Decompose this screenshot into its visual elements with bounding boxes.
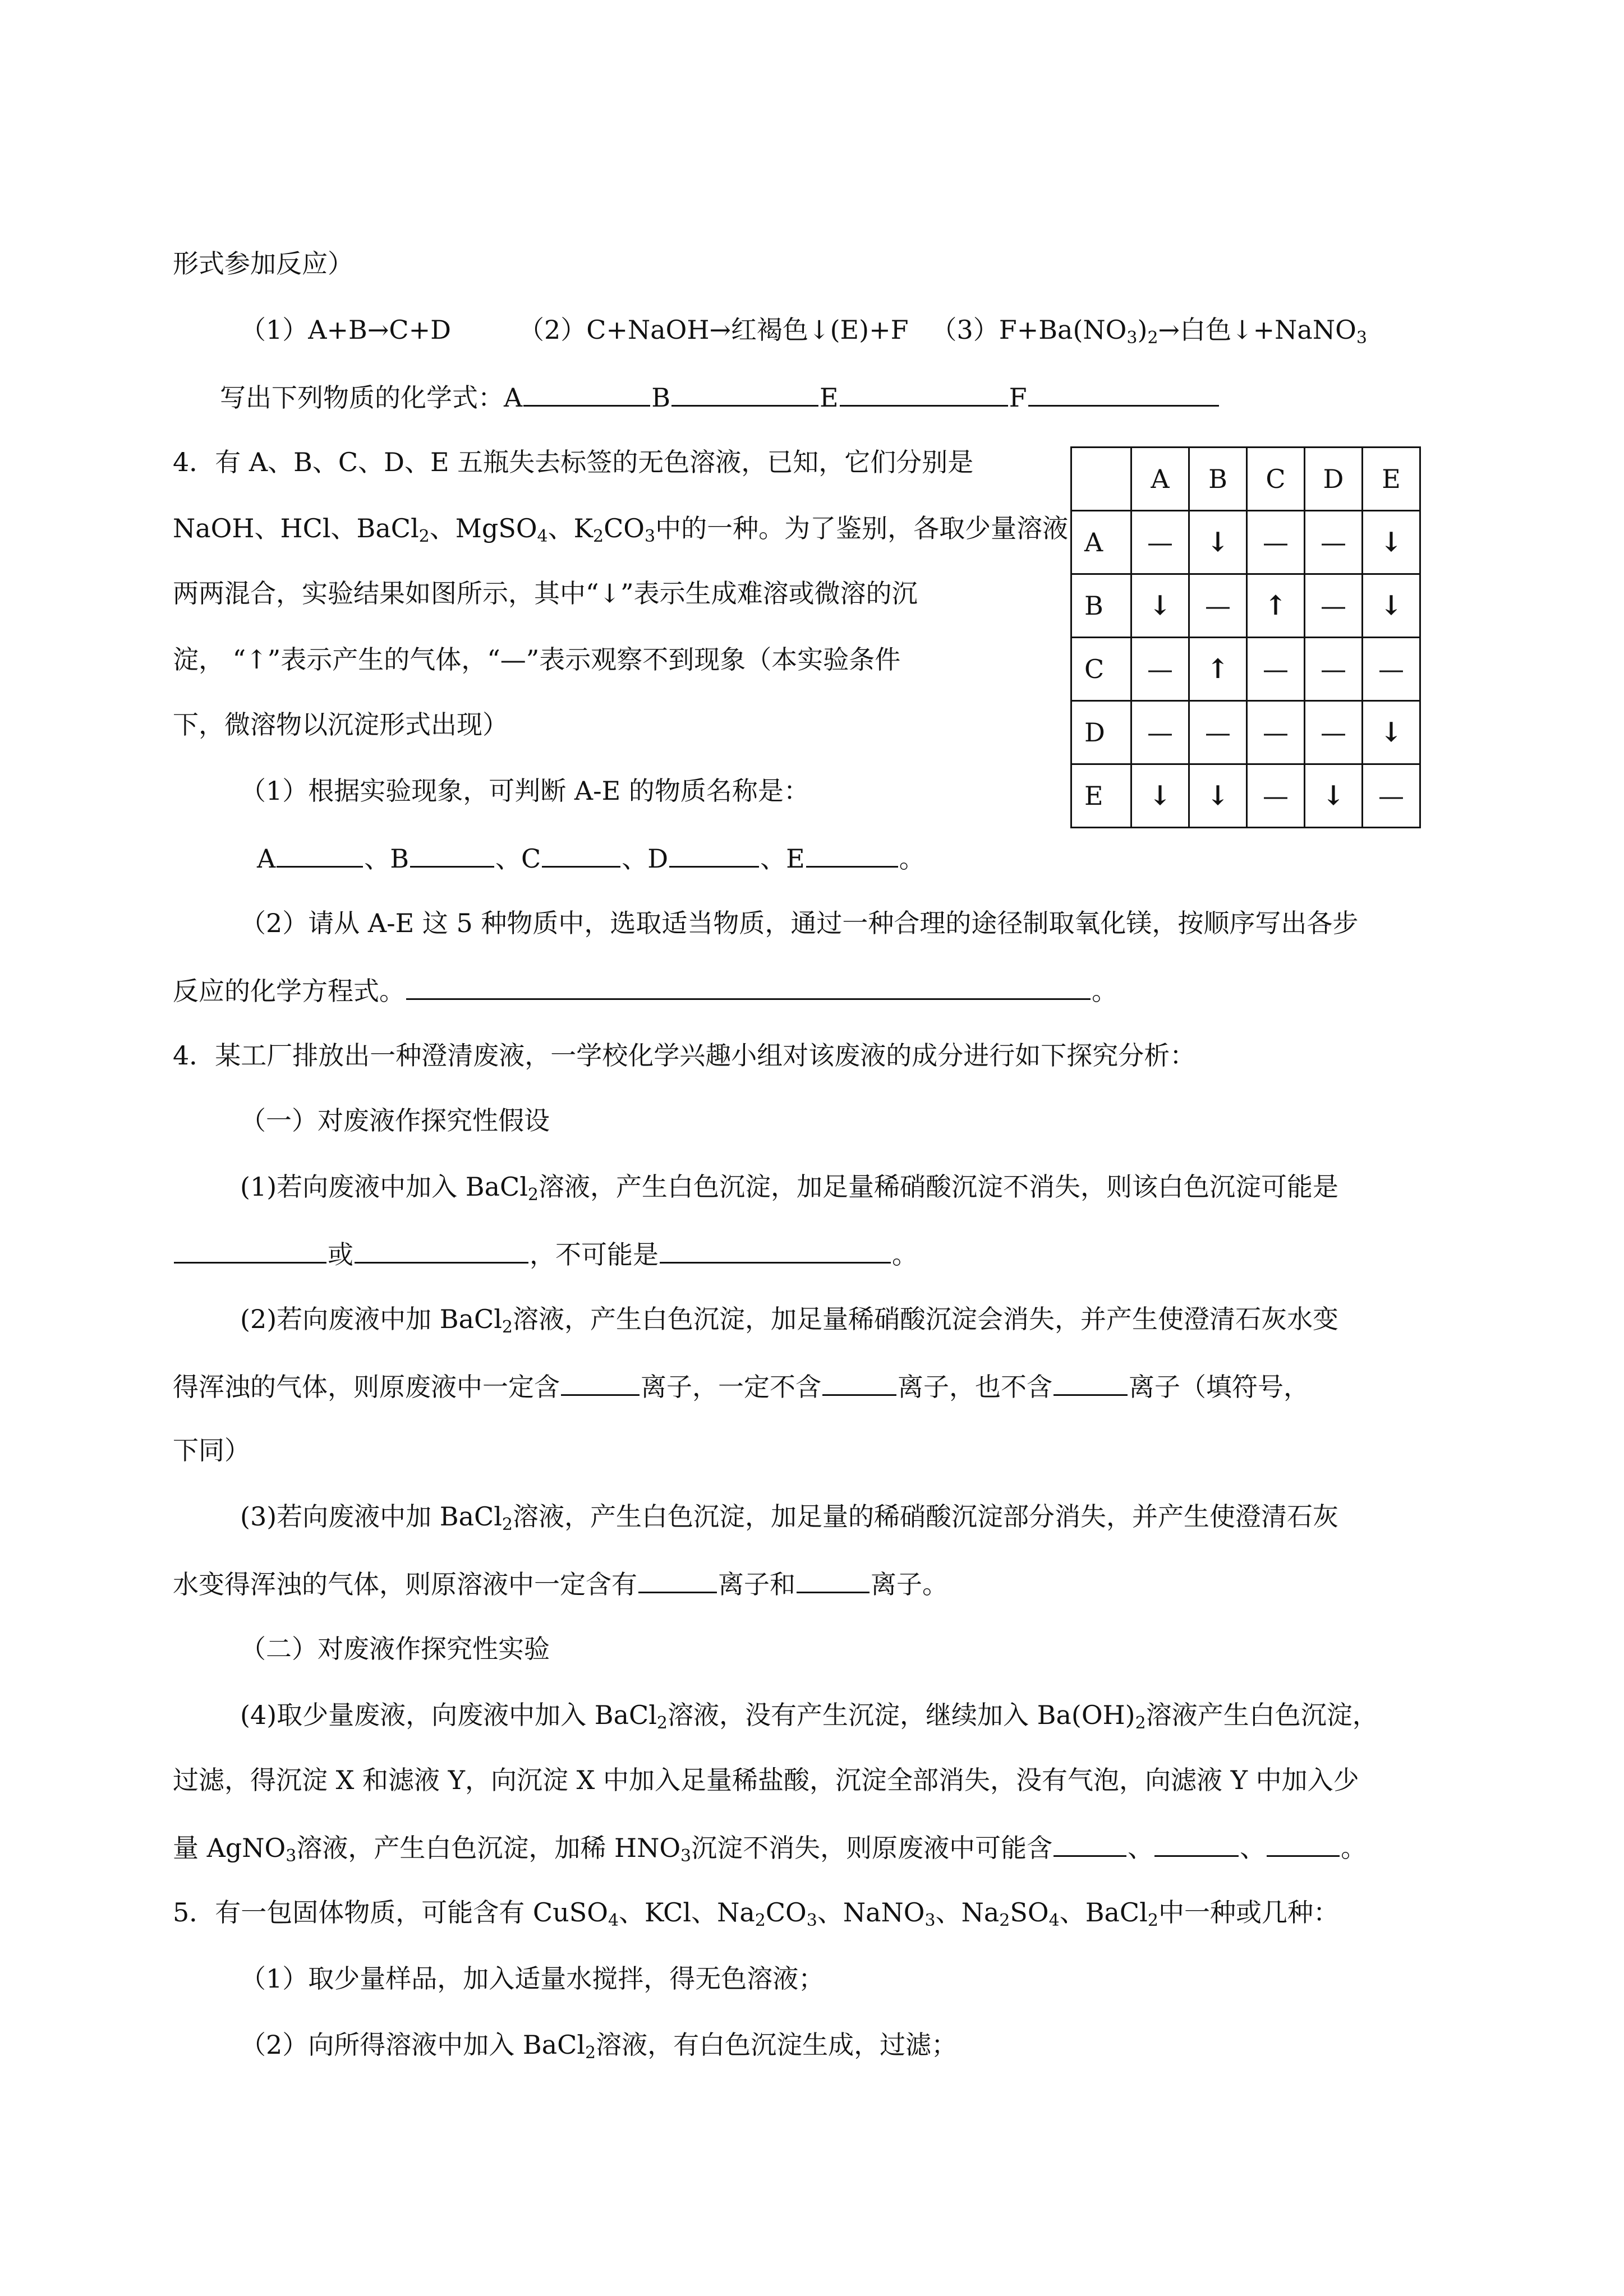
row-label: D: [1071, 701, 1131, 764]
table-cell: ↓: [1363, 574, 1420, 638]
q4b-part2: (2)若向废液中加 BaCl$_2$溶液，产生白色沉淀，加足量稀硝酸沉淀会消失，并产生使澄清石灰水变: [240, 1304, 1339, 1337]
q4b-section: （二）对废液作探究性实验: [240, 1634, 550, 1664]
q5-part1: （1）取少量样品，加入适量水搅拌，得无色溶液；: [240, 1963, 825, 1994]
table-cell: —: [1305, 511, 1363, 574]
answer-blank[interactable]: [406, 972, 1091, 1000]
reaction-1: （1）A+B→C+D: [240, 315, 451, 345]
q4a-line: 淀， “↑”表示产生的气体，“—”表示观察不到现象（本实验条件: [173, 644, 901, 675]
table-cell: ↓: [1131, 764, 1189, 828]
table-cell: —: [1247, 764, 1305, 828]
q4b-part2: 得浑浊的气体，则原废液中一定含 离子，一定不含 离子，也不含 离子（填符号，: [0, 1368, 1624, 1404]
q4a-part1: （1）根据实验现象，可判断 A-E 的物质名称是：: [240, 776, 809, 806]
row-label: B: [1071, 574, 1131, 638]
table-cell: —: [1305, 701, 1363, 764]
row-label: E: [1071, 764, 1131, 828]
answer-blank[interactable]: [822, 1368, 896, 1396]
table-cell: ↓: [1305, 764, 1363, 828]
q4a-line: 下，微溶物以沉淀形式出现）: [173, 709, 508, 740]
q4b-section: （一）对废液作探究性假设: [240, 1105, 550, 1136]
q4b-part4: (4)取少量废液，向废液中加入 BaCl$_2$溶液，没有产生沉淀，继续加入 $Ba(OH)_2$溶液产生白色沉淀，: [240, 1700, 1378, 1733]
answer-blank[interactable]: [1053, 1368, 1128, 1396]
table-row: [1071, 511, 1420, 574]
q4a-part2: （2）请从 A-E 这 5 种物质中，选取适当物质，通过一种合理的途径制取氧化镁，按顺序写出各步: [240, 908, 1359, 938]
answer-blank[interactable]: [561, 1368, 640, 1396]
answer-blank[interactable]: [638, 1566, 717, 1593]
table-header: C: [1247, 448, 1305, 511]
q5-line: 5．有一包固体物质，可能含有 CuSO$_4$、KCl、$Na_2CO_3$、NaNO$_3$、$Na_2SO_4$、BaCl$_2$中一种或几种：: [173, 1897, 1339, 1930]
text: B: [651, 382, 671, 413]
table-header-row: [1071, 448, 1420, 511]
table-cell: ↑: [1189, 638, 1247, 701]
table-row: [1071, 764, 1420, 828]
q4a-line: 4．有 A、B、C、D、E 五瓶失去标签的无色溶液，已知，它们分别是: [173, 447, 974, 477]
table-cell: ↓: [1363, 701, 1420, 764]
answer-blank[interactable]: [1154, 1829, 1239, 1857]
table-cell: —: [1189, 701, 1247, 764]
table-cell: —: [1247, 511, 1305, 574]
answer-blank[interactable]: [174, 1236, 326, 1264]
q4a-line: 两两混合，实验结果如图所示，其中“↓”表示生成难溶或微溶的沉: [173, 578, 918, 608]
text: F: [1009, 382, 1027, 413]
answer-blank[interactable]: [542, 840, 620, 868]
table-cell: —: [1131, 701, 1189, 764]
table-cell: —: [1131, 638, 1189, 701]
answer-blank[interactable]: [1267, 1829, 1340, 1857]
table-cell: ↓: [1363, 511, 1420, 574]
reaction-3: $(3)F+Ba(NO_3)_2\to$白色↓+NaNO$_3$: [931, 315, 1367, 348]
q4b-part1: (1)若向废液中加入 BaCl$_2$溶液，产生白色沉淀，加足量稀硝酸沉淀不消失，则该白色沉淀可能是: [240, 1172, 1339, 1205]
reaction-2: （2）C+NaOH→红褐色↓(E)+F: [518, 315, 909, 345]
q4a-answers: A 、B 、C 、D 、E 。: [0, 840, 1624, 875]
intro-line: [0, 247, 1624, 280]
table-cell: —: [1247, 638, 1305, 701]
q4b-part1: 或 ，不可能是 。: [0, 1236, 1624, 1271]
answer-blank[interactable]: [1053, 1829, 1126, 1857]
table-cell: —: [1305, 574, 1363, 638]
q4a-line: NaOH、HCl、BaCl$_2$、MgSO$_4$、$K_2CO_3$中的一种。为了鉴别，各取少量溶液: [173, 513, 1069, 546]
answer-blank[interactable]: [840, 379, 1008, 407]
table-header: E: [1363, 448, 1420, 511]
q4b-part4: 量 AgNO$_3$溶液，产生白色沉淀，加稀 $HNO_3$沉淀不消失，则原废液中可能含 、 、 。: [0, 1829, 1624, 1865]
table-header: D: [1305, 448, 1363, 511]
table-cell: ↓: [1189, 511, 1247, 574]
table-cell: ↓: [1131, 574, 1189, 638]
answer-blank[interactable]: [1028, 379, 1219, 407]
table-header: B: [1189, 448, 1247, 511]
table-cell: [1071, 448, 1131, 511]
answer-blank[interactable]: [806, 840, 898, 868]
q4a-part2: 反应的化学方程式。 。: [0, 972, 1624, 1008]
q4b-part3: (3)若向废液中加 BaCl$_2$溶液，产生白色沉淀，加足量的稀硝酸沉淀部分消失，并产生使澄清石灰: [240, 1501, 1339, 1534]
table-header: A: [1131, 448, 1189, 511]
reactions-line: [0, 313, 1624, 347]
answer-blank[interactable]: [523, 379, 650, 407]
text: E: [820, 382, 839, 413]
table-cell: —: [1131, 511, 1189, 574]
answer-blank[interactable]: [410, 840, 494, 868]
answer-blank[interactable]: [277, 840, 363, 868]
reaction-table: [1070, 446, 1421, 828]
row-label: C: [1071, 638, 1131, 701]
table-cell: —: [1247, 701, 1305, 764]
table-row: [1071, 574, 1420, 638]
answer-blank[interactable]: [797, 1566, 869, 1593]
table-cell: —: [1305, 638, 1363, 701]
q4b-part4: 过滤，得沉淀 X 和滤液 Y，向沉淀 X 中加入足量稀盐酸，沉淀全部消失，没有气泡，向滤液 Y 中加入少: [173, 1765, 1359, 1795]
answer-blank[interactable]: [355, 1236, 528, 1264]
q4b-line: 4．某工厂排放出一种澄清废液，一学校化学兴趣小组对该废液的成分进行如下探究分析：: [173, 1040, 1196, 1071]
answer-blank[interactable]: [669, 840, 759, 868]
table-cell: —: [1363, 638, 1420, 701]
q4b-part3: 水变得浑浊的气体，则原溶液中一定含有 离子和 离子。: [0, 1566, 1624, 1601]
table-row: [1071, 638, 1420, 701]
table-cell: ↑: [1247, 574, 1305, 638]
answer-blank[interactable]: [660, 1236, 891, 1264]
q5-part2: （2）向所得溶液中加入 BaCl$_2$溶液，有白色沉淀生成，过滤；: [240, 2030, 958, 2063]
table-cell: —: [1363, 764, 1420, 828]
table-cell: ↓: [1189, 764, 1247, 828]
text: 写出下列物质的化学式：A: [220, 382, 523, 413]
row-label: A: [1071, 511, 1131, 574]
answer-blank[interactable]: [671, 379, 818, 407]
table-cell: —: [1189, 574, 1247, 638]
table-row: [1071, 701, 1420, 764]
text: 形式参加反应）: [173, 248, 353, 279]
formula-prompt-line: [0, 379, 1624, 414]
q4b-part2: 下同）: [173, 1435, 250, 1465]
